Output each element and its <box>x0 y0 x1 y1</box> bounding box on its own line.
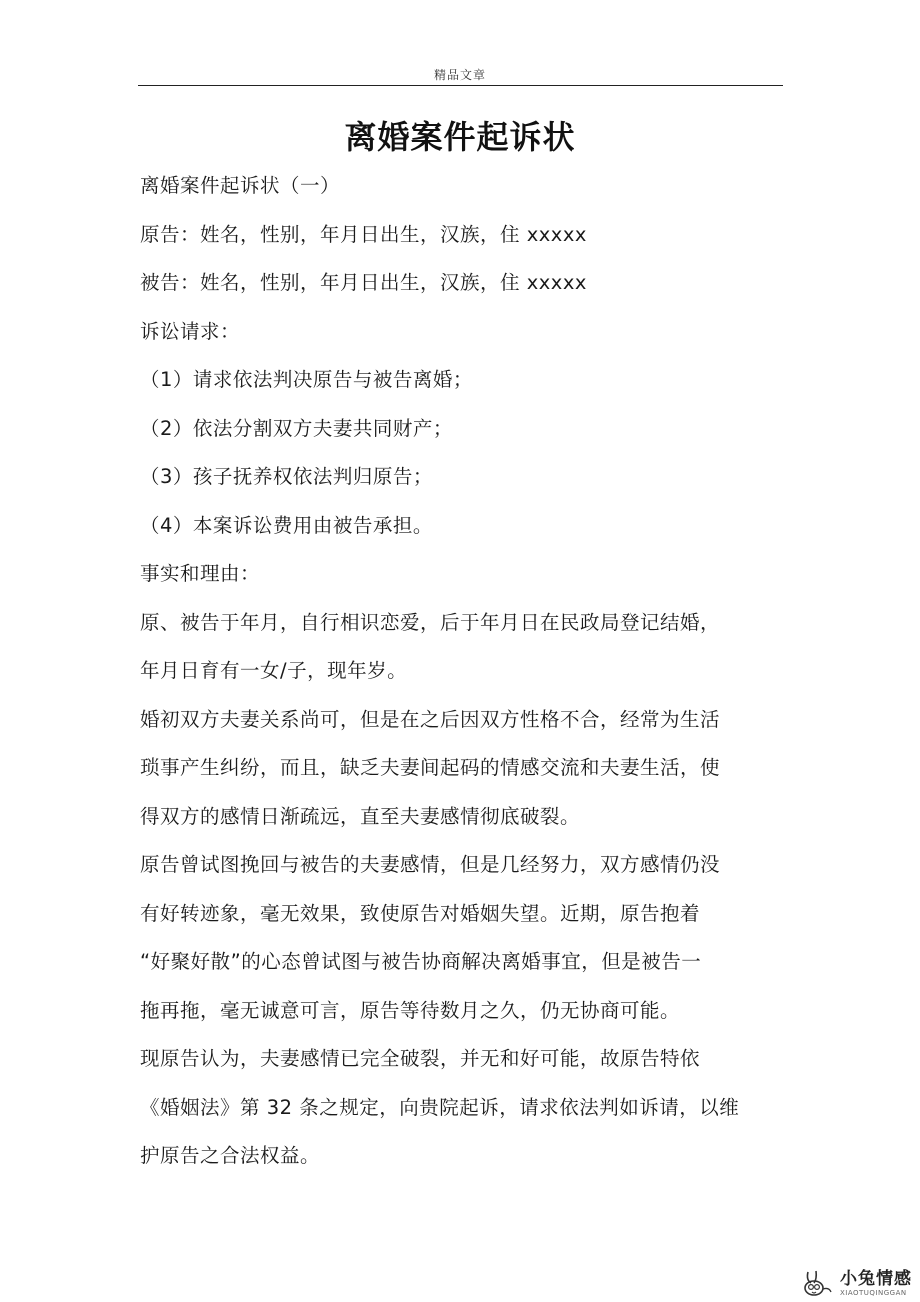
paragraph-line: 现原告认为，夫妻感情已完全破裂，并无和好可能，故原告特依 <box>140 1047 701 1070</box>
paragraph-line: 护原告之合法权益。 <box>140 1144 321 1167</box>
watermark-brand: 小兔情感 <box>840 1268 912 1289</box>
paragraph-line: 得双方的感情日渐疏远，直至夫妻感情彻底破裂。 <box>140 804 581 828</box>
header-divider <box>138 85 783 86</box>
paragraph-line: 琐事产生纠纷，而且，缺乏夫妻间起码的情感交流和夫妻生活，使 <box>140 756 721 779</box>
rabbit-logo-icon <box>800 1268 834 1298</box>
page-header-label: 精品文章 <box>433 68 486 82</box>
paragraph-line: 《婚姻法》第 32 条之规定，向贵院起诉，请求依法判如诉请，以维 <box>140 1095 740 1119</box>
facts-heading: 事实和理由： <box>140 562 261 585</box>
claim-item-4: （4）本案诉讼费用由被告承担。 <box>140 513 433 537</box>
paragraph-line: “好聚好散”的心态曾试图与被告协商解决离婚事宜，但是被告一 <box>140 950 702 973</box>
claim-item-1: （1）请求依法判决原告与被告离婚； <box>140 368 473 391</box>
document-body <box>140 162 785 1181</box>
site-watermark <box>800 1268 912 1298</box>
document-title: 离婚案件起诉状 <box>344 118 576 156</box>
paragraph-line: 原告曾试图挽回与被告的夫妻感情，但是几经努力，双方感情仍没 <box>140 853 721 876</box>
paragraph-line: 拖再拖，毫无诚意可言，原告等待数月之久，仍无协商可能。 <box>140 998 681 1022</box>
paragraph-line: 婚初双方夫妻关系尚可，但是在之后因双方性格不合，经常为生活 <box>140 707 721 731</box>
section-heading: 离婚案件起诉状（一） <box>140 174 341 197</box>
defendant-line: 被告：姓名，性别，年月日出生，汉族，住 xxxxx <box>140 271 587 294</box>
claim-item-2: （2）依法分割双方夫妻共同财产； <box>140 416 453 440</box>
plaintiff-line: 原告：姓名，性别，年月日出生，汉族，住 xxxxx <box>140 222 587 246</box>
claim-item-3: （3）孩子抚养权依法判归原告； <box>140 465 433 488</box>
paragraph-line: 年月日育有一女/子，现年岁。 <box>140 659 408 682</box>
paragraph-line: 有好转迹象，毫无效果，致使原告对婚姻失望。近期，原告抱着 <box>140 901 701 925</box>
claims-heading: 诉讼请求： <box>140 319 241 343</box>
paragraph-line: 原、被告于年月，自行相识恋爱，后于年月日在民政局登记结婚， <box>140 610 721 634</box>
watermark-text <box>840 1269 912 1298</box>
watermark-pinyin: XIAOTUQINGGAN <box>840 1288 907 1297</box>
